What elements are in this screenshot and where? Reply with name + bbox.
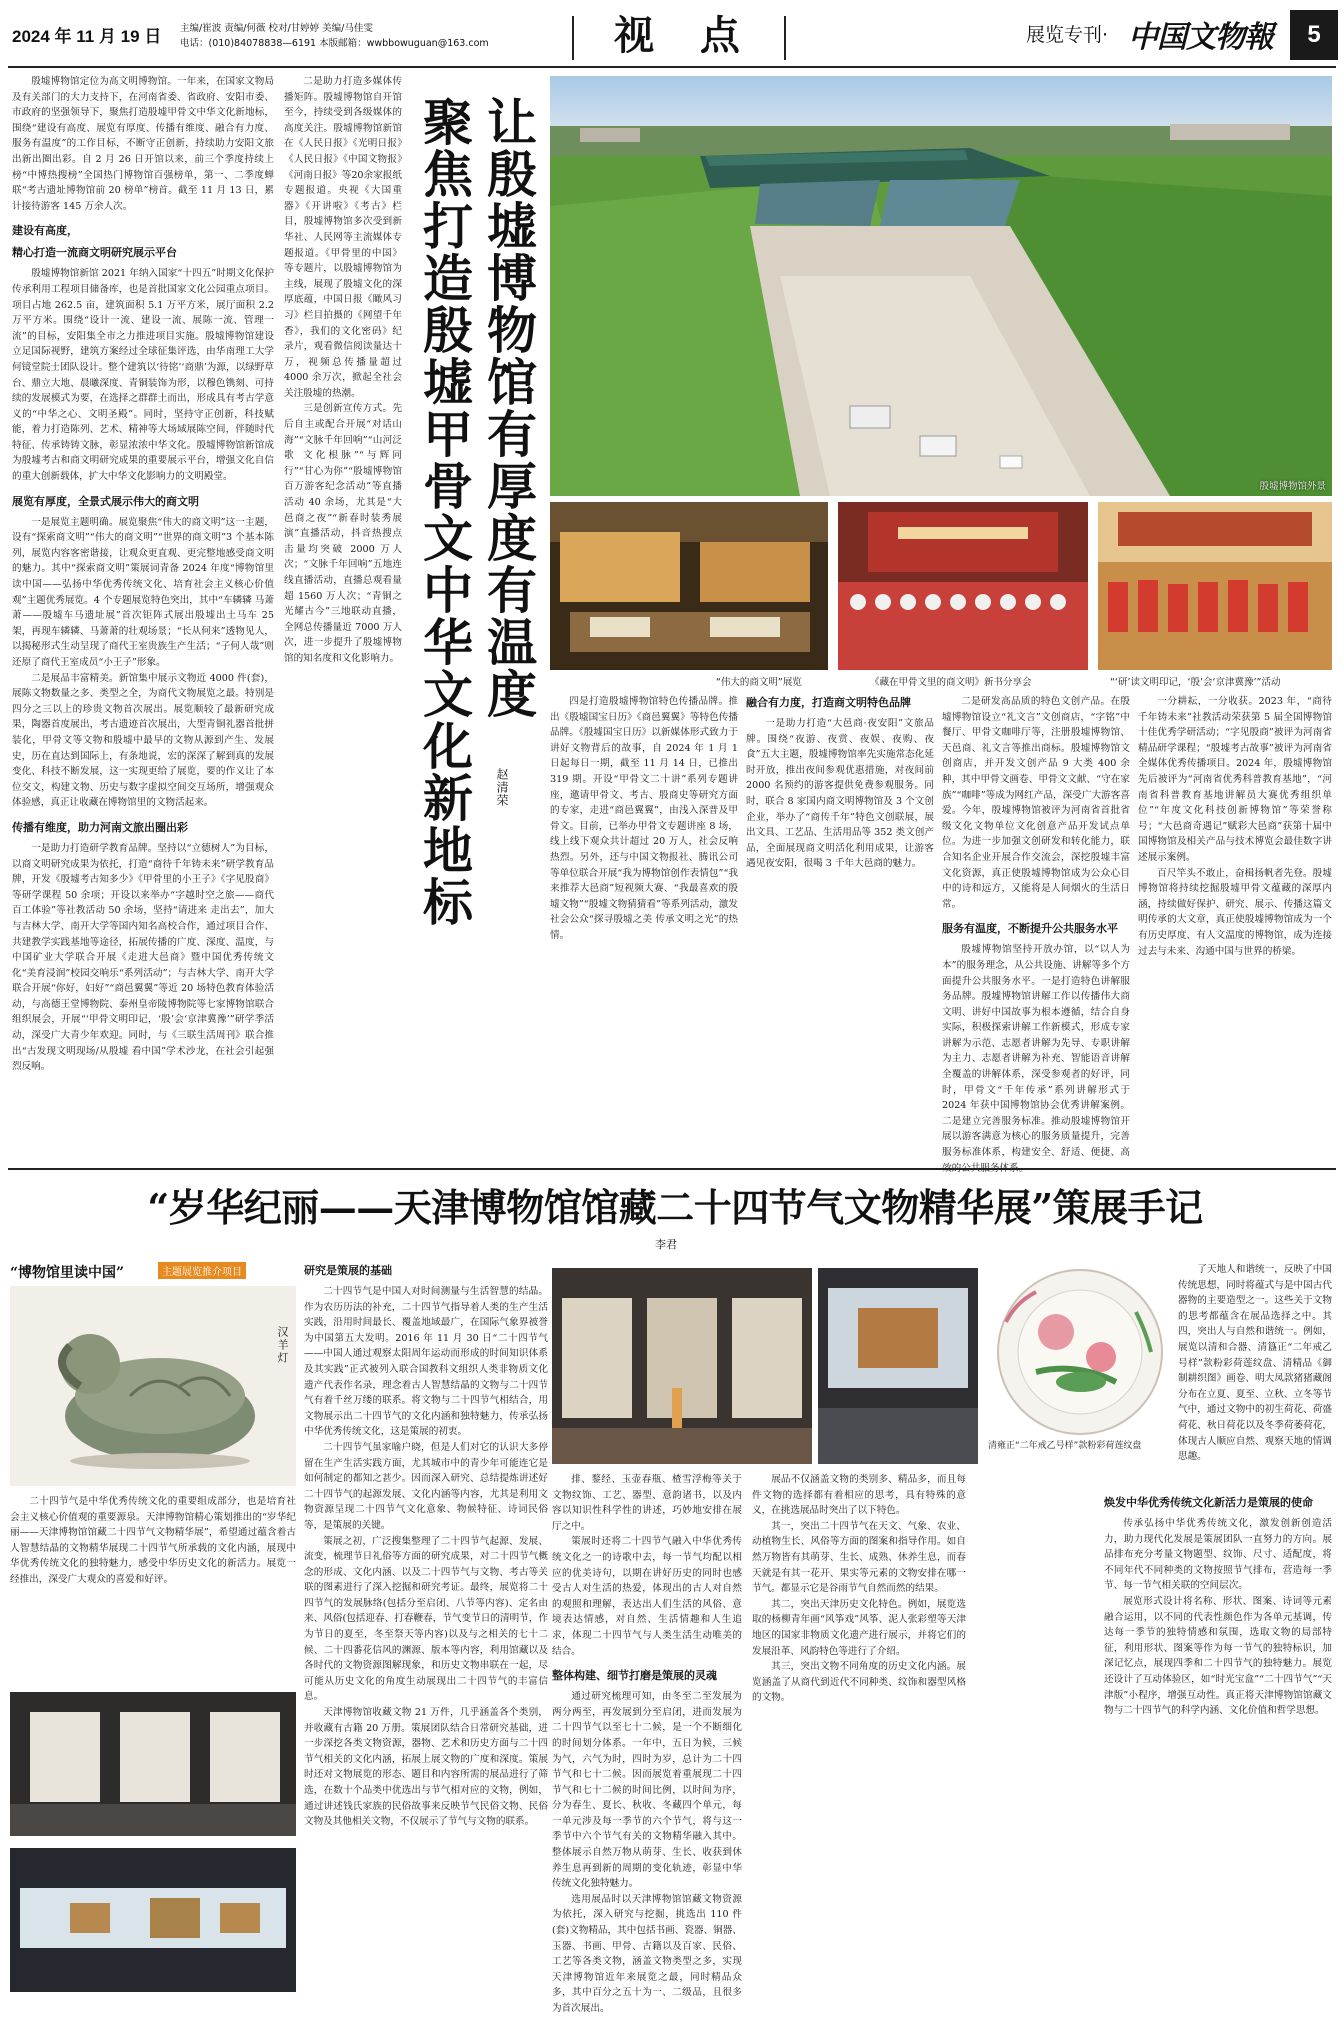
newspaper-logo: 中国文物報 (1128, 20, 1273, 55)
article1-title-line1: 让殷墟博物馆有厚度有温度 (479, 96, 538, 720)
subhead-1b: 精心打造一流商文明研究展示平台 (12, 246, 177, 260)
article2-para: 策展时还将二十四节气融入中华优秀传统文化之一的诗歌中去，每一节气均配以相应的优美诗句，以期在讲好历史的同时也感受古人对生活的热爱，体现出的古人对自然的观照和理解，表达出人们生活的风俗、意境表达情感，对自然、生活情趣和人生追求，体现二十四节气与人类生活生动唯美的结合。 (552, 1536, 742, 1657)
article2-title: “岁华纪丽——天津博物馆馆藏二十四节气文物精华展”策展手记 (147, 1185, 1203, 1230)
article1-para: 一是助力打造研学教育品牌。坚持以“立德树人”为目标，以商文明研究成果为依托，打造“商待千年铸未来”研学教育品牌，开发《殷墟考古知多少》《甲骨里的小王子》《字见股商》等研学课程 50 余项；开设以来举办“字越时空之旅——商代百工体验”等社教活动 50 余场，坚持“请进来 走出去”，加大与吉林大学、南开大学等国内知名高校合作，通过项目合作、共建教学实践基地等途径，拓展传播的广度、深度、温度，与中国矿业大学联合开展《走进大邑商》暨中国优秀传统文化“美育浸润”校园交响乐“系列活动”；与吉林大学、南开大学联合开展“你好，妇好”“商邑翼翼”等近 20 场特色教育体验活动，与高德王堂博物院、泰州皇帝陵博物院等七家博物馆联合组织展会，开展“‘甲骨文明印记，‘殷’会‘京津冀豫’”研学季活动，深受广大青少年欢迎。同时，与《三联生活周刊》联合推出“古发现文明现场/从殷墟 看中国”学术沙龙，在社会引起强烈反响。 (12, 842, 274, 1073)
article2-author: 李君 (655, 1238, 677, 1251)
article1-title-line2: 聚焦打造殷墟甲骨文中华文化新地标 (415, 96, 474, 928)
article2-para: 展品不仅涵盖文物的类别多、精品多，而且每件文物的选择都有着相应的思考，具有特殊的意义，在挑选展品时突出了以下特色。 (752, 1474, 966, 1517)
article2-para: 选用展品时以天津博物馆馆藏文物资源为依托，深入研究与挖掘，挑选出 110 件(套)文物精品，其中包括书画、瓷器、铜器、玉器、书画、甲骨、古籍以及百家、民俗、工艺等各类文物，涵盖文物类型之多，实现天津博物馆近年来展览之最，同时精品众多，其中百分之五十为一、二级品，且很多为首次展出。 (552, 1893, 742, 2014)
editors-line: 主编/崔波 责编/何薇 校对/甘婷婷 美编/马佳雯 (180, 23, 373, 34)
article2-para: 其二，突出天津历史文化特色。例如，展览选取的杨柳青年画“风筝戏”风筝、泥人张彩塑等天津地区的国家非物质文化遗产进行展示，并将它们的发展沿革、风韵特色等进行了介绍。 (752, 1598, 966, 1657)
article1-para: 二是助力打造多媒体传播矩阵。殷墟博物馆自开馆至今，持续受到各级媒体的高度关注。殷墟博物馆新馆在《人民日报》《光明日报》《人民日报》《中国文物报》《河南日报》等20余家报纸专题报道。央视《大国重器》《开讲啦》《考古》栏目，殷墟博物馆多次受到新华社、人民网等主流媒体专题报道。《甲骨里的中国》等专题片，以殷墟博物馆为主线，展现了殷墟文化的深厚底蕴，中国日报《瞰风习习》栏目拍摄的《网望千年香》，我们的文化密码》纪录片，观看微信阅读量达十万，视频总传播量超过 4000 余万次，掀起全社会关注殷墟的热潮。 (284, 76, 402, 399)
article1-para: 百尺竿头不敢止，奋楫扬帆者先登。殷墟博物馆将持续挖掘殷墟甲骨文蕴藏的深厚内涵，持续做好保护、研究、展示、传播这篇文明传承的大文章，真正使殷墟博物馆成为一个有历史厚度、有人文温度的博物馆，成为连接过去与未来、沟通中国与世界的桥梁。 (1138, 867, 1332, 957)
special-label: 展览专刊· (1026, 24, 1109, 46)
article2-para: 二十四节气是中国人对时间测量与生活智慧的结晶。作为农历历法的补充，二十四节气指导着人类的生产生活实践，沿用时间最长、覆盖地域最广，在国际气象界被誉为中国第五大发明。2016 年 11 月 30 日“二十四节气——中国人通过观察太阳周年运动而形成的时间知识体系及其实践”正式被列入联合国教科文组织人类非物质文化遗产代表作名录，理念着古人智慧结晶的文物与二十四节气有着千丝万缕的联系。将文物与二十四节气相结合，用文物展示出二十四节气的文化内涵和独特魅力，传承弘扬中华优秀传统文化，这是策展的初衷。 (304, 1286, 548, 1438)
article2-right-col (1178, 1262, 1332, 1486)
article1-para: 殷墟博物馆新馆 2021 年纳入国家“十四五”时期文化保护传承利用工程项目储备库，也是首批国家文化公园重点项目。项目占地 262.5 亩，建筑面积 5.1 万平方米，展厅面积 2.2 万平方米。围绕“设计一流、建设一流、展陈一流、管理一流”的目标，安阳集全市之力推进项目实施。殷墟博物馆建设立足国际视野，建筑方案经过全球征集评选，由华南理工大学何镜堂院士团队设计。整个建筑以‘待铭’‘商鼎’为源，以绿野草台、鼎立大地、晨曦深度、青铜装饰为形，以穆色镌刻、可持续的发展模式为要，在选择之群群土而出，形成具有考古学意义的“中华之心、文明圣殿”。同时，坚持守正创新，科技赋能，着力打造陈列、艺术、精神等大场域展陈空间，伴随时代特征、传承铸铸文脉，彰显浓浓中华文化。殷墟博物馆新馆成为殷墟考古和商文明研究成果的重要展示平台，增强文化自信的重大创新载体，扩大中华文化影响力的文明殿堂。 (12, 268, 274, 483)
page-number: 5 (1290, 10, 1338, 60)
plate-illustration (986, 1262, 1174, 1442)
artifact-caption: 汉羊灯 (276, 1326, 289, 1365)
article1-author: 赵清荣 (495, 768, 509, 807)
ram-lamp-illustration (10, 1286, 296, 1486)
article1-para: 二是展品丰富精美。新馆集中展示文物近 4000 件(套)，展陈文物数量之多、类型之全，为商代文物展览之最。特别是四分之三以上的珍贵文物首次展出。展览顺较了最新研究成果，陶器首度展出，考古遗迹首次展出，大型青铜礼器首批拼装化，甲骨文等文物和殷墟中最早的文物从源到产生、发展史，历在直达到国际上，有条地说，宏的深深了解到真的发展变化、科技不断发展，这一实现更给了展览，要的作义让了本位交文，构建文物、历史与数字虚拟空间交互场所，增强观众体验感，真正让收藏在博物馆里的文物活起来。 (12, 672, 274, 809)
article1-para: 殷墟博物馆坚持开放办馆，以“以人为本”的服务理念，从公共设施、讲解等多个方面提升公共服务水平。一是打造特色讲解服务品牌。殷墟博物馆讲解工作以传播伟大商文明、讲好中国故事为根本遵循，结合自身实际，积极探索讲解工作新模式，形成专家讲解为示范、志愿者讲解为先导、专职讲解为主力、志愿者讲解为补充、智能语音讲解全覆盖的讲解体系，深受参观者的好评，同时，甲骨文“千年传承”系列讲解形式于 2024 年获中国博物馆协会优秀讲解案例。二是建立完善服务标准。推动殷墟博物馆开展以游客满意为核心的服务质量提升，完善服务标准体系，构建安全、舒适、便捷、高 (942, 944, 1130, 1159)
activity-illustration (1098, 502, 1332, 670)
subhead-3: 传播有维度，助力河南文旅出圈出彩 (12, 820, 188, 834)
subhead-2: 展览有厚度，全景式展示伟大的商文明 (12, 494, 199, 508)
subhead-1a: 建设有高度， (12, 224, 78, 238)
gallery-photo-2 (10, 1848, 296, 1992)
article2-para: 展览形式设计将名称、形状、图案、诗词等元素融合运用，以不同的代表性颜色作为各单元基调，传达每一季节的独特情感和氛围，选取文物的局部特征，利用形状、图案等作为每一节气的独特标识，加深记忆点，展现四季和二十四节气的独特魅力。展览还设计了互动体验区，如“时光宝盒”“二十四节气”“天津版”小程序，增强互动性。真正将天津博物馆馆藏文物与二十四节气的科学内涵、文化价值和哲学思想。 (1104, 1595, 1332, 1717)
section-title: 视 点 (614, 12, 746, 59)
article1-para: 一分耕耘，一分收获。2023 年，“商待千年铸未来”社教活动荣获第 5 届全国博物馆十佳优秀学研活动；“字见殷商”被评为河南省精品研学课程；“殷墟考古故事”被评为河南省全媒体优秀传播项目。2024 年，殷墟博物馆先后被评为“河南省优秀科普教育基地”，“河南省科普教育基地讲解员大赛优秀组织单位”“年度文化科技创新博物馆”等荣誉称号；“大邑商奇遇记”赋彩大邑商”获第十届中国博物馆及相关产品与技术博览会最佳数字讲述展示案例。 (1138, 696, 1332, 863)
sidebar-box (10, 1262, 296, 2002)
a2-subhead-2: 整体构建、细节打磨是策展的灵魂 (552, 1669, 717, 1683)
exhibition-hall-photo (550, 502, 828, 670)
subhead-4: 融合有力度，打造商文明特色品牌 (746, 696, 911, 709)
article2-para: 二十四节气虽家喻户晓，但是人们对它的认识大多停留在生产生活实践方面，尤其城市中的青少年可能连它是如何制定的都知之甚少。因而深入研究、总结提炼讲述好二十四节气的起源发展、文化内涵等内容，尤其是利用文物资源呈现二十四节气文化意象、物候特征、诗词民俗等，是策展的关键。 (304, 1441, 548, 1531)
article2-col3 (752, 1472, 966, 2002)
article2-para: 传承弘扬中华优秀传统文化，激发创新创造活力，助力现代化发展是策展团队一直努力的方向。展品排布充分考量文物题型、纹饰、尺寸、适配度，将不同年代不同种类的文物按照节气排布，营造每一季节、每一节气相关联的空间层次。 (1104, 1518, 1332, 1592)
museum-aerial-illustration (550, 76, 1332, 496)
plate-caption: 清雍正“二年戒乙号样”款粉彩荷莲纹盘 (988, 1441, 1142, 1451)
article1-col5 (942, 694, 1130, 1162)
article1-para: 一是展览主题明确。展览聚焦“伟大的商文明”这一主题，设有“探索商文明”“伟大的商文明”“世界的商文明”3 个基本陈列，展览内容客密谐接，让观众更直观、更完整地感受商文明的魅力。其中“探索商文明”策展词青备 2024 年度“博物馆里读中国——弘扬中华优秀传统文化、培育社会主义核心价值观”主题优秀展览。4 个专题展览特色突出，其中“车辚辚 马萧萧——殷墟车马遗址展”首次钜阵式展出殷墟出土马车 25 架，再现车辚辚、马萧萧的壮观场景；“长从何来”透物见人，以揭秘形式生动呈现了商代王室贵族生产生活；“子何人哉”则还原了商代王室成员“小王子”形象。 (12, 516, 274, 668)
sidebar-text (10, 1494, 296, 1684)
gallery-photo-1 (10, 1692, 296, 1836)
sidebar-paragraph: 二十四节气是中华优秀传统文化的重要组成部分，也是培育社会主义核心价值观的重要源泉。天津博物馆精心策划推出的“岁华纪丽——天津博物馆馆藏二十四节气文物精华展”，希望通过蕴含着古人智慧结晶的文物精华展现二十四节气所承载的文化内涵，展现中华优秀传统文化的独特魅力，感受中华历史文化的新活力。展览一经推出，深受广大观众的喜爱和好评。 (10, 1496, 296, 1585)
article1-col1 (12, 74, 274, 1162)
exhibition-interior-photo-2 (818, 1268, 978, 1464)
article1-para: 四是打造殷墟博物馆特色传播品牌。推出《殷墟国宝日历》《商邑翼翼》等特色传播品牌。《殷墟国宝日历》以新媒体形式致力于讲好文物背后的故事，自 2024 年 1 月 1 日起每日一期，截至 11 月 14 日，已推出 319 期。开设“甲骨文二十讲”系列专题讲座，邀请甲骨文、考古、殷商史等研究方面的专家，走进“商邑翼翼”，由浅入深普及甲骨文。目前，已举办甲骨文专题讲座 8 场，线上线下观众共计超过 20 万人，社会反响热烈。另外，还与中国文物报社、腾讯公司等单位联合开展“我为博物馆创作表情包”“我来推荐大邑商”短视频大赛、“我最喜欢的殷墟文物”“殷墟文物猜猜看”等系列活动，激发社会公众“探寻殷墟之美 传承文明之光”的热情。 (550, 696, 738, 941)
article2-col4 (1104, 1494, 1332, 2002)
launch-illustration (838, 502, 1088, 670)
caption-hall: “伟大的商文明”展览 (716, 677, 802, 688)
masthead (0, 0, 1344, 68)
gallery2-illustration (10, 1848, 296, 1992)
interior1-illustration (552, 1268, 812, 1464)
article2-para: 其一，突出二十四节气在天文、气象、农业、动植物生长、风俗等方面的图案和指导作用。如自然万物皆有其萌芽、生长、成熟、休养生息，而春天就是有其一花开、果实等元素的文物安排在哪一节气。都显示它是谷雨节气自然而然的结果。 (752, 1520, 966, 1595)
article2-col1 (304, 1262, 548, 2002)
article2-para: 了天地人和谐统一，反映了中国传统思想，同时将蕴式与是中国古代器物的主要造型之一。这些关于文物的思考都蕴含在展品选择之中。其四，突出人与自然和谐统一。例如，展览以清和合器、清簋正“二年戒乙号样”款粉彩荷莲纹盘、清精品《御制耕织图》画卷、明大凤款猪猪藏阁分布在立夏、夏至、立秋、立冬等节气中，通过文物中的初生荷花、荷盛荷花、秋日荷花以及冬季荷萎荷花，体现古人顺应自然、观察天地的情调思趣。 (1178, 1264, 1332, 1463)
gallery1-illustration (10, 1692, 296, 1836)
article1-col3 (550, 694, 738, 1162)
hall-illustration (550, 502, 828, 670)
article1-col2 (284, 74, 402, 1162)
article1-para: 一是助力打造“大邑商·夜安阳”文旅品牌。围绕“夜游、夜赏、夜娱、夜购、夜食”五大主题，殷墟博物馆率先实施常态化延时开放，推出夜间参观优惠措施，对夜间前 2000 名预约的游客提供免费参观服务。同时，联合 8 家国内商文明博物馆及 3 个文创企业，举办了“商传千年”特色文创联展，展出文具、工艺品、生活用品等 352 类文创产品，全面展现商文明活化利用成果，让游客遇见夜安阳，很喝 3 千年大邑商的魅力。 (746, 718, 934, 870)
contact-line: 电话：(010)84078838—6191 本版邮箱：wwbbowuguan@163.com (180, 38, 489, 49)
porcelain-plate-photo (986, 1262, 1174, 1462)
article1-intro: 殷墟博物馆定位为高文明博物馆。一年来，在国家文物局及有关部门的大力支持下，在河南省委、省政府、安阳市委、市政府的坚强领导下，聚焦打造殷墟甲骨文中华文化新地标，围绕“建设有高度、展览有厚度、传播有维度、融合有力度、服务有温度”的工作目标，不断守正创新，持续助力安阳文旅出新出圈出彩。自 2 月 26 日开馆以来，前三个季度持续上榜“中博热搜榜”全国热门博物馆百强榜单，第一、二季度蝉联“考古遗址博物馆前 20 榜单”榜首。截至 11 月 13 日，累计接待游客 145 万余人次。 (12, 76, 274, 212)
article2-para: 策展之初，广泛搜集整理了二十四节气起源、发展、流变，梳理节日礼俗等方面的研究成果，对二十四节气概念的形成、文化内涵、以及二十四节气与文物、考古等关联的图素进行了深入挖掘和研究考证。最终，展览将二十四节气的发展脉络(包括分至启闭、八节等内容)、定名由来、风俗(包括迎春、打春鞭春，节气变节日的清明节，作为节日的夏至，冬至祭天等内容)以及与之相关的七十二候、二十四番花信风的渊源、版本等内容，利用馆藏以及各时代的文物资源图解现象，和历史文物串联在一起，尽可能从历史文化的角度生动展现出二十四节气的丰富信息。 (304, 1535, 548, 1703)
sidebar-title: “博物馆里读中国” (10, 1265, 125, 1281)
exterior-caption: 殷墟博物馆外景 (1259, 481, 1326, 492)
article1-col6 (1138, 694, 1332, 1162)
caption-activity: “‘研’读文明印记，‘殷’会‘京津冀豫’”活动 (1110, 677, 1281, 688)
article2-para: 其三，突出文物不同角度的历史文化内涵。展览涵盖了从商代到近代不同种类、纹饰和器型风格的文物。 (752, 1661, 966, 1704)
a2-subhead-1: 研究是策展的基础 (304, 1264, 392, 1277)
interior2-illustration (818, 1268, 978, 1464)
caption-launch: 《藏在甲骨文里的商文明》新书分享会 (870, 677, 1032, 688)
museum-exterior-photo (550, 76, 1332, 496)
subhead-5: 服务有温度，不断提升公共服务水平 (942, 922, 1118, 936)
ram-lamp-photo (10, 1286, 296, 1486)
article2-col2 (552, 1472, 742, 2014)
article1-para: 二是研发高品质的特色文创产品。在殷墟博物馆设立“礼文言”文创商店，“字铭”中餐厅、甲骨文咖啡厅等，注册殷墟博物馆、天邑商、礼文言等推出商标。殷墟博物馆文创商店，并开发文创产品 9 大类 400 余种，其中甲骨文画卷、甲骨文文献、“守在家族”“咖啡”等成为网红产品，深受广大游客喜爱。今年，殷墟博物馆被评为河南省首批省级文化文物单位文化创意产品开发试点单位。为进一步加强文创研发和转化能力，联合知名企业开展合作交流会，深挖殷墟丰富文化资源，真正使殷墟博物馆成为公众心目中的诗和远方，又能将是人间烟火的生活日常。 (942, 696, 1130, 910)
article1-para: 三是创新宣传方式。先后自主或配合开展“对话山海”“文脉千年回响”“山河泛歌 文化根脉”“与辉同行”“甘心为你”“殷墟博物馆百万游客纪念活动”等直播活动 40 余场，尤其是“大邑商之夜”“新春时装秀展演”直播活动，抖音热搜点击量均突破 2000 万人次；“文脉千年回响”五地连线直播活动，直播总观看量超 1560 万人次；“青铜之光耀古今”三地联动直播，全网总传播量近 7000 万人次，进一步提升了殷墟博物馆的知名度和文化影响力。 (284, 403, 402, 664)
section-divider (8, 1168, 1336, 1170)
exhibition-interior-photo-1 (552, 1268, 812, 1464)
issue-date: 2024 年 11 月 19 日 (12, 27, 162, 46)
a2-subhead-3: 焕发中华优秀传统文化新活力是策展的使命 (1104, 1496, 1313, 1509)
article2-para: 通过研究梳理可知，由冬至二至发展为两分两至，再发展到分至启闭，进而发展为二十四节气以至七十二候，是一个不断细化的时间划分体系。一年中，五日为候，三候为气，六气为时，四时为岁，总计为二十四节气和七十二候。因而展览着重展现二十四节气和七十二候的时间比例，以时间为序，分为春生、夏长、秋收、冬藏四个单元，每一单元涉及每一季节的六个节气，将与这一季节中六个节气有关的文物精华融入其中。整体展示自然万物从萌芽、生长、收获到休养生息再到新的周期的变化轨迹，彰显中华传统文化独特魅力。 (552, 1691, 742, 1890)
article1-col4 (746, 694, 934, 1162)
article2-para: 排、鍪经、玉壶春瓶、楂雪浮梅等关于文物纹饰、工艺、器型、意韵诸书，以及内容以知识性科学性的讲述，巧妙地安排在展厅之中。 (552, 1474, 742, 1532)
article2-para: 天津博物馆收藏文物 21 万件，几乎涵盖各个类别，并收藏有古籍 20 万册。策展团队结合日常研究基础，进一步深挖各类文物资源，器物、艺术和历史方面与二十四节气相关的文化内涵，拓展上展文物的广度和深度。策展时还对文物展览的形态、题目和内容所需的展品进行了筛选，在数十个品类中优选出与节气相对应的文物，例如，通过讲述钱氏家族的民俗故事来反映节气民俗文物、民俗文物及其他相关文物，不仅展示了节气与文物的联系。 (304, 1707, 548, 1828)
sidebar-badge: 主题展览推介项目 (158, 1262, 246, 1279)
book-launch-photo (838, 502, 1088, 670)
study-activity-photo (1098, 502, 1332, 670)
